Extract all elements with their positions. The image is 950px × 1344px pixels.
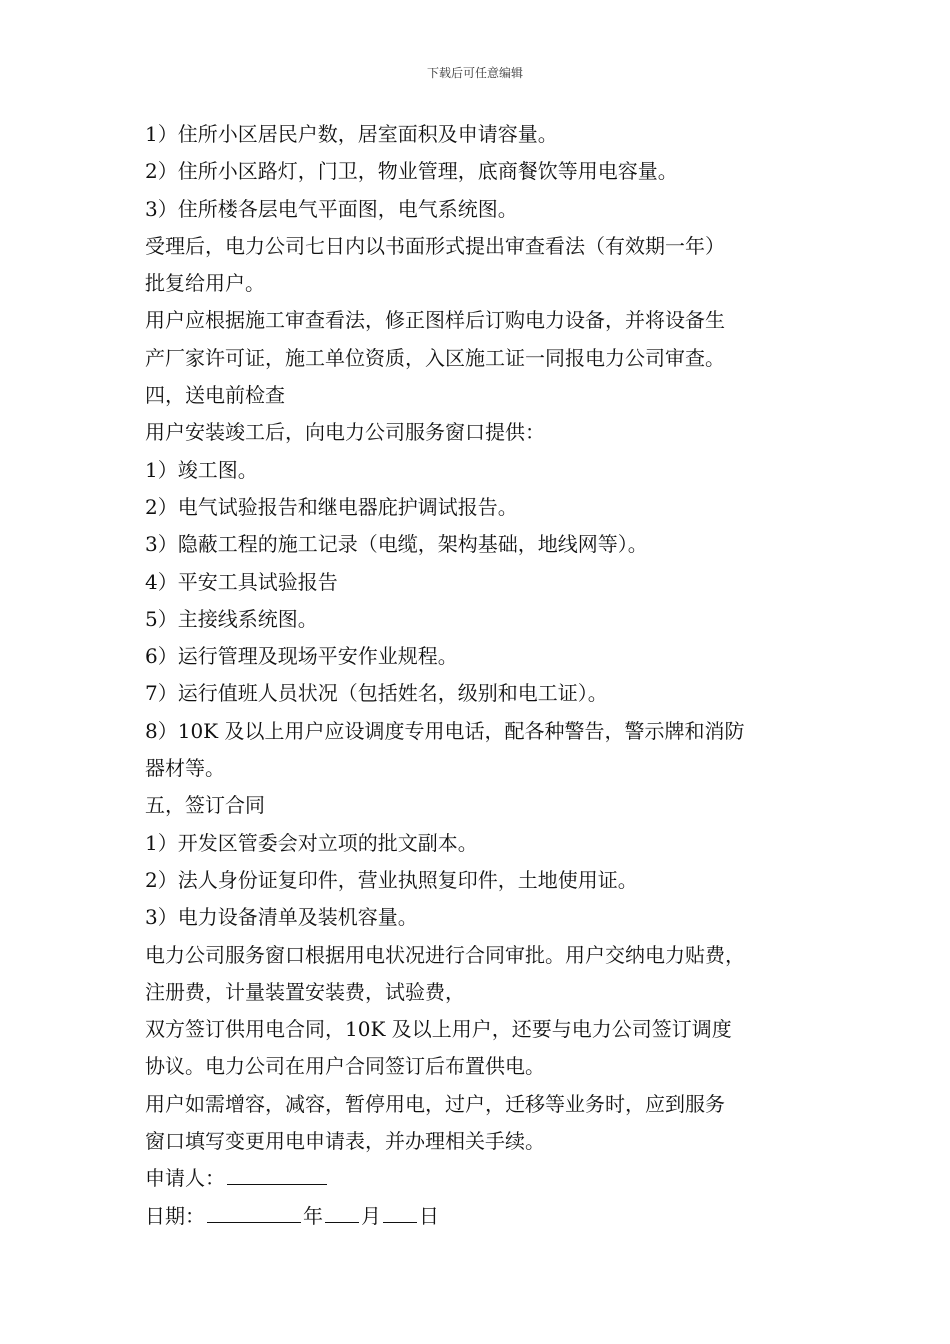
text-line: 协议。电力公司在用户合同签订后布置供电。 xyxy=(145,1054,545,1079)
applicant-blank[interactable] xyxy=(227,1162,327,1185)
text-line: 器材等。 xyxy=(145,756,225,781)
text-line: 1）开发区管委会对立项的批文副本。 xyxy=(145,830,478,855)
month-blank[interactable] xyxy=(325,1200,359,1223)
text-line: 6）运行管理及现场平安作业规程。 xyxy=(145,644,458,669)
text-line: 3）隐蔽工程的施工记录（电缆，架构基础，地线网等）。 xyxy=(145,532,648,557)
text-line: 7）运行值班人员状况（包括姓名，级别和电工证）。 xyxy=(145,681,608,706)
text-line: 8）10K 及以上用户应设调度专用电话，配各种警告，警示牌和消防 xyxy=(145,718,745,743)
section-heading: 四，送电前检查 xyxy=(145,383,285,408)
date-label: 日期： xyxy=(145,1203,205,1228)
text-line: 3）住所楼各层电气平面图，电气系统图。 xyxy=(145,196,518,221)
text-line: 3）电力设备清单及装机容量。 xyxy=(145,905,418,930)
month-label: 月 xyxy=(361,1203,381,1228)
text-line: 1）住所小区居民户数，居室面积及申请容量。 xyxy=(145,122,558,146)
text-line: 注册费，计量装置安装费，试验费， xyxy=(145,979,465,1004)
page-header-note: 下载后可任意编辑 xyxy=(426,66,523,80)
year-blank[interactable] xyxy=(207,1200,301,1223)
applicant-label: 申请人： xyxy=(145,1166,225,1191)
date-row xyxy=(145,1198,835,1235)
document-body xyxy=(145,116,835,1235)
text-line: 2）法人身份证复印件，营业执照复印件，土地使用证。 xyxy=(145,867,638,892)
text-line: 4）平安工具试验报告 xyxy=(145,569,338,594)
year-label: 年 xyxy=(303,1203,323,1228)
text-line: 双方签订供用电合同，10K 及以上用户，还要与电力公司签订调度 xyxy=(145,1017,732,1042)
text-line: 产厂家许可证，施工单位资质，入区施工证一同报电力公司审查。 xyxy=(145,345,725,370)
day-blank[interactable] xyxy=(383,1200,417,1223)
text-line: 2）电气试验报告和继电器庇护调试报告。 xyxy=(145,494,518,519)
text-line: 用户安装竣工后，向电力公司服务窗口提供： xyxy=(145,420,545,445)
text-line: 5）主接线系统图。 xyxy=(145,606,318,631)
text-line: 1）竣工图。 xyxy=(145,457,258,482)
applicant-row xyxy=(145,1160,835,1197)
text-line: 电力公司服务窗口根据用电状况进行合同审批。用户交纳电力贴费， xyxy=(145,942,745,967)
text-line: 用户应根据施工审查看法，修正图样后订购电力设备，并将设备生 xyxy=(145,308,725,333)
text-line: 窗口填写变更用电申请表，并办理相关手续。 xyxy=(145,1129,545,1154)
text-line: 批复给用户。 xyxy=(145,271,265,296)
day-label: 日 xyxy=(419,1203,439,1228)
text-line: 用户如需增容，减容，暂停用电，过户，迁移等业务时，应到服务 xyxy=(145,1091,725,1116)
text-line: 2）住所小区路灯，门卫，物业管理，底商餐饮等用电容量。 xyxy=(145,159,678,184)
text-line: 受理后，电力公司七日内以书面形式提出审查看法（有效期一年） xyxy=(145,233,725,258)
section-heading: 五，签订合同 xyxy=(145,793,265,818)
